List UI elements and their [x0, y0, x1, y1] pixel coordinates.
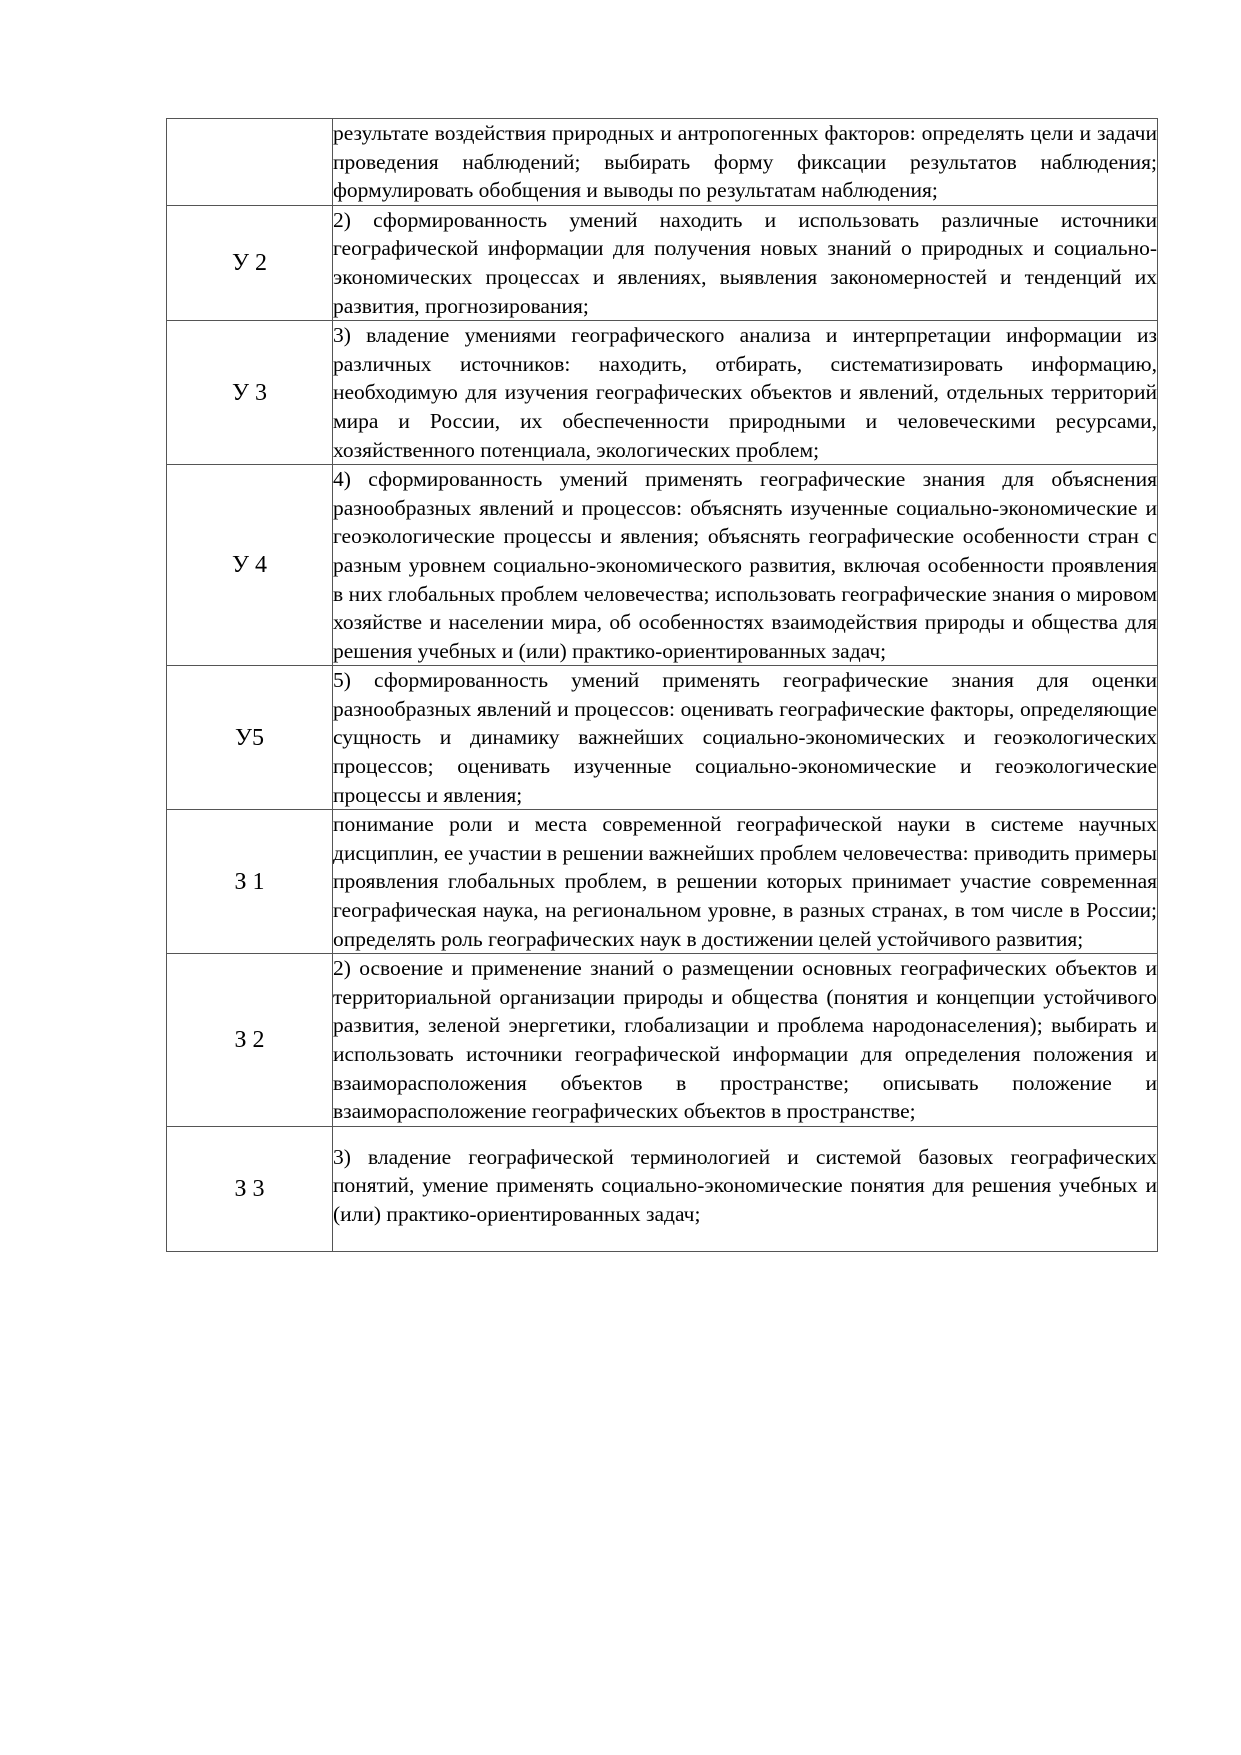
competency-code: У 2	[167, 205, 333, 320]
competency-code: У 4	[167, 465, 333, 666]
table-row	[167, 666, 1158, 810]
table-row	[167, 465, 1158, 666]
competency-code: З 3	[167, 1126, 333, 1251]
table-row	[167, 1126, 1158, 1251]
competency-description: 3) владение географической терминологией и системой базовых географических понятий, умение применять социально-экономические понятия для решения учебных и (или) практико-ориентированных задач;	[333, 1126, 1158, 1251]
competency-code: З 1	[167, 810, 333, 954]
table-row	[167, 954, 1158, 1127]
competency-code: У5	[167, 666, 333, 810]
table-row	[167, 205, 1158, 320]
competency-code: У 3	[167, 321, 333, 465]
competency-description: результате воздействия природных и антропогенных факторов: определять цели и задачи проведения наблюдений; выбирать форму фиксации результатов наблюдения; формулировать обобщения и выводы по результатам наблюдения;	[333, 119, 1158, 206]
competency-description: 3) владение умениями географического анализа и интерпретации информации из различных источников: находить, отбирать, систематизировать информацию, необходимую для изучения географических объектов и явлений, отдельных территорий мира и России, их обеспеченности природными и человеческими ресурсами, хозяйственного потенциала, экологических проблем;	[333, 321, 1158, 465]
table-row	[167, 321, 1158, 465]
competency-code: З 2	[167, 954, 333, 1127]
competency-description: 2) сформированность умений находить и использовать различные источники географической информации для получения новых знаний о природных и социально-экономических процессах и явлениях, выявления закономерностей и тенденций их развития, прогнозирования;	[333, 205, 1158, 320]
competency-description: 2) освоение и применение знаний о размещении основных географических объектов и территориальной организации природы и общества (понятия и концепции устойчивого развития, зеленой энергетики, глобализации и проблема народонаселения); выбирать и использовать источники географической информации для определения положения и взаиморасположения объектов в пространстве; описывать положение и взаиморасположение географических объектов в пространстве;	[333, 954, 1158, 1127]
competency-description: 4) сформированность умений применять географические знания для объяснения разнообразных явлений и процессов: объяснять изученные социально-экономические и геоэкологические процессы и явления; объяснять географические особенности стран с разным уровнем социально-экономического развития, включая особенности проявления в них глобальных проблем человечества; использовать географические знания о мировом хозяйстве и населении мира, об особенностях взаимодействия природы и общества для решения учебных и (или) практико-ориентированных задач;	[333, 465, 1158, 666]
competency-table	[166, 118, 1158, 1252]
competency-code	[167, 119, 333, 206]
table-row	[167, 119, 1158, 206]
competency-description: понимание роли и места современной географической науки в системе научных дисциплин, ее участии в решении важнейших проблем человечества: приводить примеры проявления глобальных проблем, в решении которых принимает участие современная географическая наука, на региональном уровне, в разных странах, в том числе в России; определять роль географических наук в достижении целей устойчивого развития;	[333, 810, 1158, 954]
table-row	[167, 810, 1158, 954]
competency-description: 5) сформированность умений применять географические знания для оценки разнообразных явлений и процессов: оценивать географические факторы, определяющие сущность и динамику важнейших социально-экономических и геоэкологических процессов; оценивать изученные социально-экономические и геоэкологические процессы и явления;	[333, 666, 1158, 810]
